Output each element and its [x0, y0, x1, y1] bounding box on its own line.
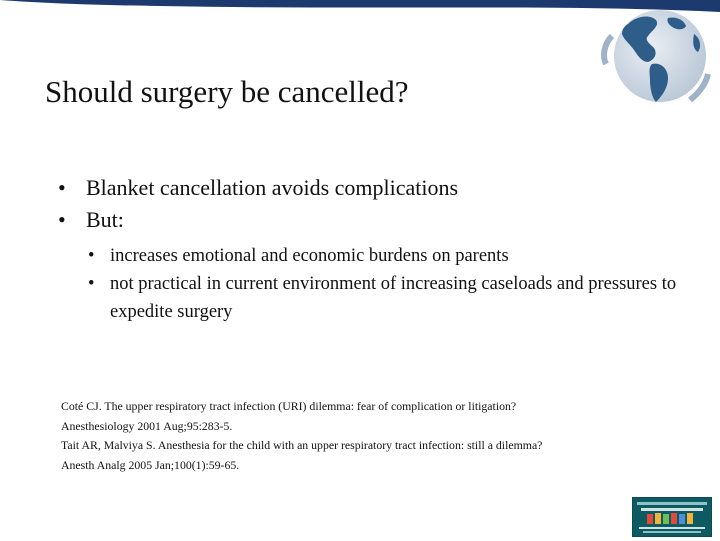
sub-bullet-item	[88, 270, 698, 326]
reference-line: Anesthesiology 2001 Aug;95:283-5.	[61, 418, 233, 433]
globe-icon	[598, 4, 716, 116]
sub-bullet-text: increases emotional and economic burdens on parents	[110, 246, 509, 266]
sub-bullet-item	[88, 242, 698, 270]
bullet-marker: •	[58, 207, 66, 232]
bullet-item	[58, 172, 698, 204]
society-logo-icon	[632, 497, 712, 537]
sub-bullet-list	[58, 242, 698, 326]
reference-line: Anesth Analg 2005 Jan;100(1):59-65.	[61, 457, 240, 472]
sub-bullet-marker: •	[88, 246, 95, 266]
bullet-item	[58, 204, 698, 236]
reference-line: Tait AR, Malviya S. Anesthesia for the child with an upper respiratory tract infection: still a dilemma?	[61, 438, 543, 452]
bullet-list	[58, 172, 698, 326]
bullet-text: But:	[86, 207, 124, 232]
references	[61, 397, 681, 475]
sub-bullet-marker: •	[88, 274, 95, 294]
reference-line: Coté CJ. The upper respiratory tract infection (URI) dilemma: fear of complication or litigation?	[61, 399, 517, 413]
bullet-marker: •	[58, 175, 66, 200]
bullet-text: Blanket cancellation avoids complications	[86, 175, 459, 200]
sub-bullet-text: not practical in current environment of increasing caseloads and pressures to expedite surgery	[110, 274, 677, 322]
slide-title: Should surgery be cancelled?	[45, 74, 409, 109]
society-logo-graphic	[633, 498, 711, 536]
